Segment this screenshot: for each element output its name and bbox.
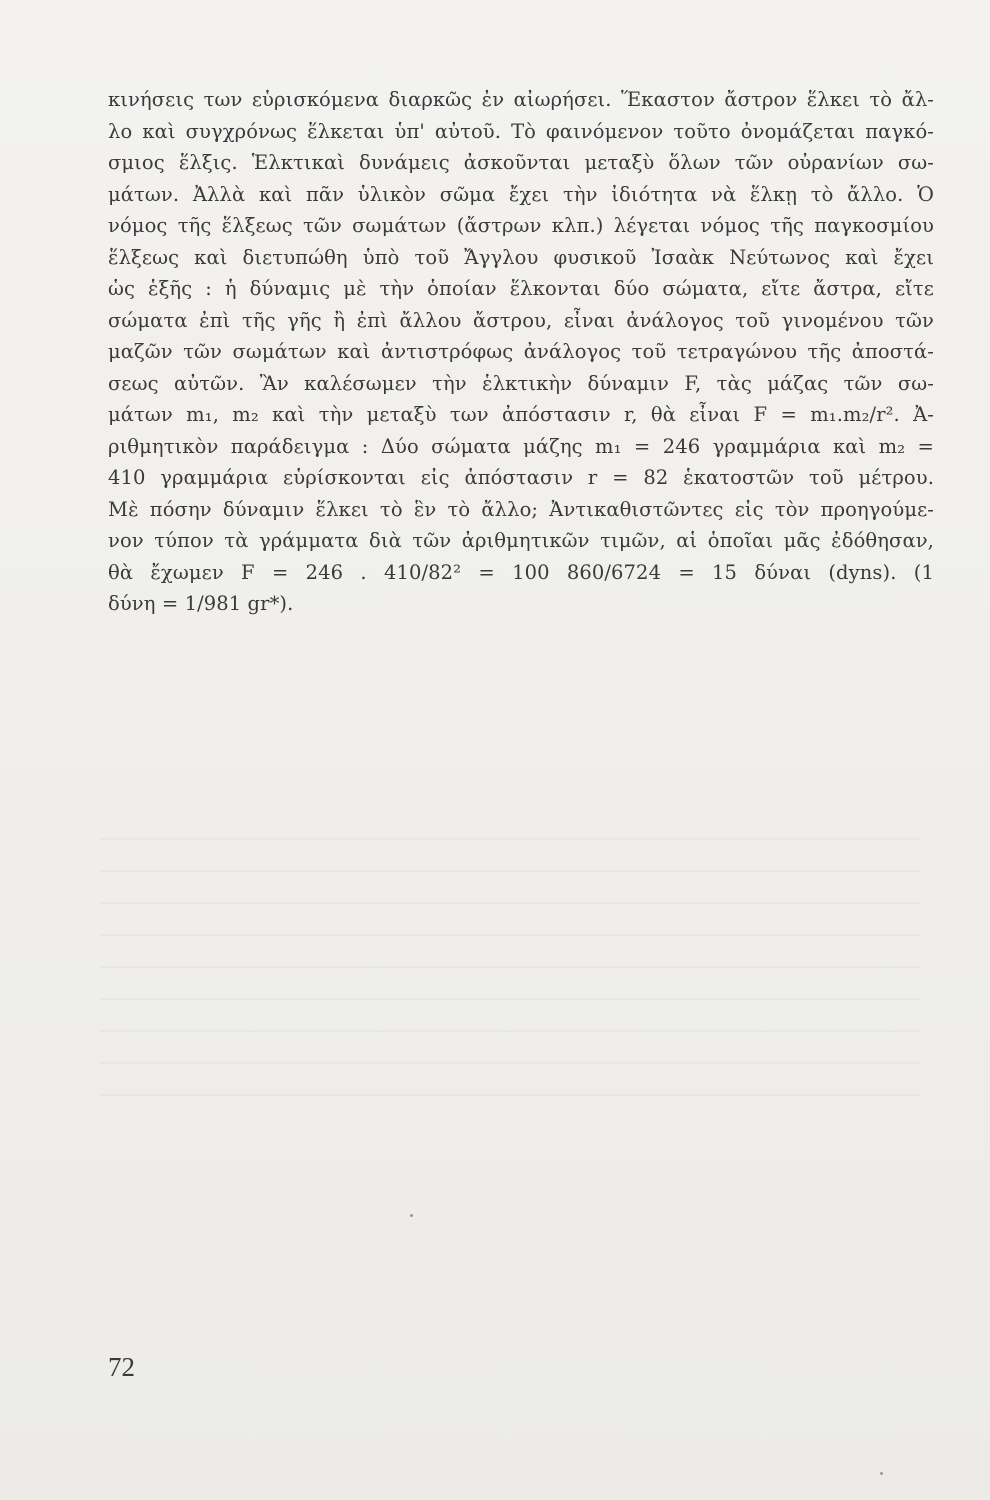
text-line: ριθμητικὸν παράδειγμα : Δύο σώματα μάζης m₁ = 246 γραμμάρια καὶ m₂ = xyxy=(108,434,934,458)
text-line: λο καὶ συγχρόνως ἕλκεται ὑπ' αὐτοῦ. Τὸ φαινόμενον τοῦτο ὀνομάζεται παγκό- xyxy=(108,119,934,143)
text-line: Μὲ πόσην δύναμιν ἕλκει τὸ ἓν τὸ ἄλλο; Ἀντικαθιστῶντες εἰς τὸν προηγούμε- xyxy=(108,497,934,521)
body-text xyxy=(108,84,934,620)
text-line: θὰ ἔχωμεν F = 246 . 410/82² = 100 860/6724 = 15 δύναι (dyns). (1 xyxy=(108,560,934,584)
text-line: 410 γραμμάρια εὑρίσκονται εἰς ἀπόστασιν r = 82 ἑκατοστῶν τοῦ μέτρου. xyxy=(108,466,934,489)
text-line: σώματα ἐπὶ τῆς γῆς ἢ ἐπὶ ἄλλου ἄστρου, εἶναι ἀνάλογος τοῦ γινομένου τῶν xyxy=(108,308,934,332)
text-line: μάτων m₁, m₂ καὶ τὴν μεταξὺ των ἀπόστασιν r, θὰ εἶναι F = m₁.m₂/r². Ἀ- xyxy=(108,403,934,426)
text-line: δύνη = 1/981 gr*). xyxy=(108,592,294,615)
text-line: νόμος τῆς ἕλξεως τῶν σωμάτων (ἄστρων κλπ.) λέγεται νόμος τῆς παγκοσμίου xyxy=(108,214,934,237)
text-line: μαζῶν τῶν σωμάτων καὶ ἀντιστρόφως ἀνάλογος τοῦ τετραγώνου τῆς ἀποστά- xyxy=(108,340,934,363)
text-line: σμιος ἕλξις. Ἑλκτικαὶ δυνάμεις ἀσκοῦνται μεταξὺ ὅλων τῶν οὐρανίων σω- xyxy=(108,151,934,174)
text-line: κινήσεις των εὑρισκόμενα διαρκῶς ἐν αἰωρήσει. Ἕκαστον ἄστρον ἕλκει τὸ ἄλ- xyxy=(108,88,934,111)
text-line: ἕλξεως καὶ διετυπώθη ὑπὸ τοῦ Ἄγγλου φυσικοῦ Ἰσαὰκ Νεύτωνος καὶ ἔχει xyxy=(108,245,934,269)
text-line: ὡς ἑξῆς : ἡ δύναμις μὲ τὴν ὁποίαν ἕλκονται δύο σώματα, εἴτε ἄστρα, εἴτε xyxy=(108,277,934,300)
paper-speck xyxy=(410,1214,413,1217)
text-line: νον τύπον τὰ γράμματα διὰ τῶν ἀριθμητικῶν τιμῶν, αἱ ὁποῖαι μᾶς ἐδόθησαν, xyxy=(108,529,934,552)
text-line: μάτων. Ἀλλὰ καὶ πᾶν ὑλικὸν σῶμα ἔχει τὴν ἰδιότητα νὰ ἕλκῃ τὸ ἄλλο. Ὁ xyxy=(108,182,934,206)
paper-speck xyxy=(880,1472,883,1475)
text-line: σεως αὐτῶν. Ἂν καλέσωμεν τὴν ἑλκτικὴν δύναμιν F, τὰς μάζας τῶν σω- xyxy=(108,371,934,395)
page-number: 72 xyxy=(108,1352,135,1382)
bleed-through-text xyxy=(100,820,920,1120)
